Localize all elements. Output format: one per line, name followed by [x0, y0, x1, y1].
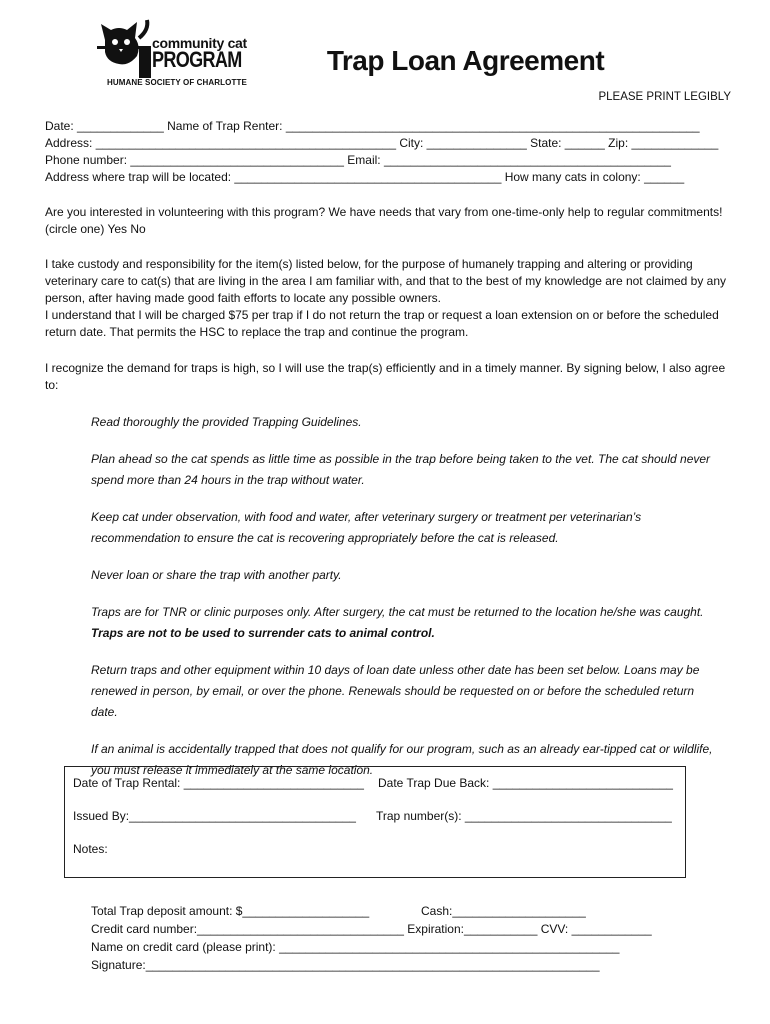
- trap-numbers-field[interactable]: Trap number(s): _______________________________: [376, 809, 672, 823]
- notes-label: Notes:: [73, 842, 108, 856]
- custody-text: I take custody and responsibility for the item(s) listed below, for the purpose of humanely trapping and altering or providing veterinary care to cat(s) that are living in the area I am familiar with, and that to the best of my knowledge are not claimed by any person, after having made good faith efforts to locate any possible owners.: [45, 257, 726, 305]
- payment-section: [91, 902, 711, 974]
- renter-info-form: [45, 118, 733, 186]
- credit-card-field[interactable]: Credit card number:_______________________________ Expiration:___________ CVV: ____________: [91, 922, 652, 936]
- office-use-box: [64, 766, 686, 878]
- print-instruction: PLEASE PRINT LEGIBLY: [598, 91, 731, 103]
- form-line-address[interactable]: Address: _____________________________________________ City: _______________ State: ______ Zip: _____________: [45, 136, 719, 150]
- agreement-list: [91, 412, 721, 797]
- charge-text: I understand that I will be charged $75 per trap if I do not return the trap or request a loan extension on or before the scheduled return date. That permits the HSC to replace the trap and continue the program.: [45, 308, 719, 339]
- volunteer-paragraph: Are you interested in volunteering with this program? We have needs that vary from one-time-only help to regular commitments! (circle one) Yes No: [45, 205, 723, 236]
- agreement-item-tnr: [91, 602, 721, 644]
- custody-paragraph: [45, 256, 735, 341]
- tnr-text: Traps are for TNR or clinic purposes only. After surgery, the cat must be returned to the location he/she was caught.: [91, 605, 704, 619]
- demand-paragraph: I recognize the demand for traps is high, so I will use the trap(s) efficiently and in a timely manner. By signing below, I also agree to:: [45, 361, 726, 392]
- form-line-trap-location[interactable]: Address where trap will be located: ________________________________________ How many cats in colony: ______: [45, 170, 685, 184]
- deposit-row: [91, 902, 711, 920]
- agreement-item: Return traps and other equipment within 10 days of loan date unless other date has been set below. Loans may be renewed in person, by email, or over the phone. Renewals should be requested on or before the scheduled return date.: [91, 663, 700, 719]
- form-line-date-name[interactable]: Date: _____________ Name of Trap Renter: ______________________________________________________________: [45, 119, 700, 133]
- signature-field[interactable]: Signature:____________________________________________________________________: [91, 958, 600, 972]
- form-line-phone-email[interactable]: Phone number: ________________________________ Email: ___________________________________________: [45, 153, 671, 167]
- agreement-item: If an animal is accidentally trapped that does not qualify for our program, such as an already ear-tipped cat or wildlife, you must release it immediately at the same location.: [91, 742, 713, 777]
- agreement-item: Never loan or share the trap with another party.: [91, 568, 342, 582]
- agreement-item: Read thoroughly the provided Trapping Guidelines.: [91, 415, 362, 429]
- trap-due-date-field[interactable]: Date Trap Due Back: ___________________________: [378, 776, 673, 790]
- trap-rental-date-field[interactable]: Date of Trap Rental: ___________________________: [73, 776, 364, 790]
- logo-line2: PROGRAM: [152, 47, 242, 72]
- agreement-item: Keep cat under observation, with food and water, after veterinary surgery or treatment per veterinarian’s recommendation to ensure the cat is recovering appropriately before the cat is released.: [91, 510, 642, 545]
- deposit-amount-field[interactable]: Total Trap deposit amount: $___________________: [91, 904, 370, 918]
- logo-line3: HUMANE SOCIETY OF CHARLOTTE: [107, 78, 247, 87]
- tnr-bold-text: Traps are not to be used to surrender cats to animal control.: [91, 626, 435, 640]
- issued-by-field[interactable]: Issued By:__________________________________: [73, 809, 356, 823]
- card-name-field[interactable]: Name on credit card (please print): ___________________________________________________: [91, 940, 620, 954]
- logo-line1: community cat: [152, 35, 247, 51]
- page-title: Trap Loan Agreement: [326, 45, 605, 76]
- agreement-item: Plan ahead so the cat spends as little time as possible in the trap before being taken to the vet. The cat should never spend more than 24 hours in the trap without water.: [91, 452, 711, 487]
- cash-field[interactable]: Cash:____________________: [421, 904, 586, 918]
